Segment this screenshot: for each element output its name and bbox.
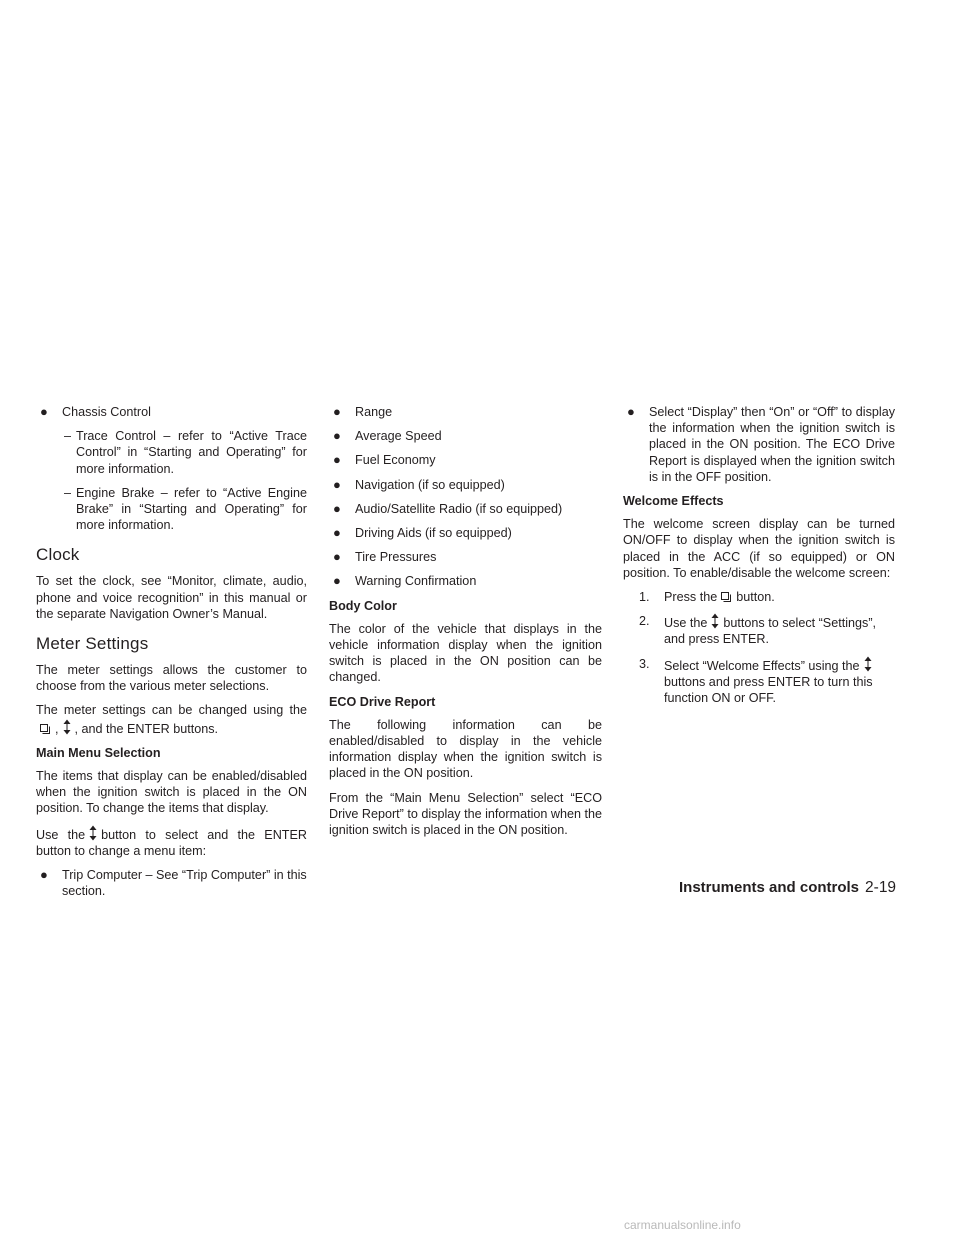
dash-mark: – xyxy=(64,429,72,444)
list-item xyxy=(329,525,602,541)
up-down-arrows-icon xyxy=(710,613,720,629)
list-item xyxy=(36,485,307,534)
bullet-dot-icon: ● xyxy=(333,476,341,492)
step-item: 2. Use the buttons to select “Settings”, and press ENTER. xyxy=(639,614,877,647)
list-item-label: Navigation (if so equipped) xyxy=(355,477,505,492)
display-option-text: Select “Display” then “On” or “Off” to display the information when the ignition switch is placed in the ON position. The ECO Drive Report is displayed when the ignition switch is in the OFF position. xyxy=(649,405,895,484)
list-item xyxy=(329,404,602,420)
list-item xyxy=(329,477,602,493)
list-item-label: Warning Confirmation xyxy=(355,574,477,589)
list-item-label: Average Speed xyxy=(355,429,442,444)
menu-button-icon xyxy=(39,723,52,735)
column-middle xyxy=(329,404,602,846)
bullet-dot-icon: ● xyxy=(627,404,635,419)
step-item: 3. Select “Welcome Effects” using the buttons and press ENTER to turn this function ON or OFF. xyxy=(639,656,873,706)
list-item xyxy=(329,573,602,589)
welcome-effects-heading: Welcome Effects xyxy=(623,494,724,509)
main-menu-text: The items that display can be enabled/disabled when the ignition switch is placed in the ON position. To change the items that display. xyxy=(36,769,307,816)
bullet-dot-icon: ● xyxy=(40,404,48,419)
list-item xyxy=(36,867,307,899)
list-item xyxy=(329,549,602,565)
menu-items-list xyxy=(329,404,602,590)
trace-control-text: Trace Control – refer to “Active Trace Control” in “Starting and Operating” for more information. xyxy=(76,429,307,476)
body-color-heading: Body Color xyxy=(329,598,397,613)
meter-settings-buttons-text: The meter settings can be changed using the , , and the ENTER buttons. xyxy=(36,703,307,736)
eco-drive-text: The following information can be enabled/disabled to display in the vehicle information display when the ignition switch is placed in the ON position. xyxy=(329,717,602,781)
up-down-arrows-icon xyxy=(88,825,98,841)
eco-drive-report-heading: ECO Drive Report xyxy=(329,694,436,709)
body-color-text: The color of the vehicle that displays in the vehicle information display when the ignition switch is placed in the ON position can be changed. xyxy=(329,621,602,685)
bullet-dot-icon: ● xyxy=(333,573,341,589)
section-title: Instruments and controls xyxy=(679,879,860,896)
list-item xyxy=(36,404,307,420)
dash-mark: – xyxy=(64,485,72,500)
column-right xyxy=(623,404,895,714)
trip-computer-text: Trip Computer – See “Trip Computer” in this section. xyxy=(62,868,307,899)
bullet-dot-icon: ● xyxy=(333,452,341,468)
column-left xyxy=(36,404,307,907)
list-item xyxy=(329,452,602,468)
menu-button-icon xyxy=(720,591,733,603)
list-item-label: Driving Aids (if so equipped) xyxy=(355,526,512,541)
step-item: 1. Press the button. xyxy=(639,590,775,605)
welcome-effects-text: The welcome screen display can be turned ON/OFF to display when the ignition switch is placed in the ACC (if so equipped) or ON position. To enable/disable the welcome screen: xyxy=(623,517,895,580)
main-menu-selection-heading: Main Menu Selection xyxy=(36,745,161,760)
chassis-control-label: Chassis Control xyxy=(62,405,151,419)
page-footer xyxy=(679,879,896,897)
bullet-dot-icon: ● xyxy=(333,525,341,541)
bullet-dot-icon: ● xyxy=(333,500,341,516)
bullet-dot-icon: ● xyxy=(40,867,48,883)
list-item xyxy=(623,404,895,485)
up-down-arrows-icon xyxy=(62,719,72,735)
watermark: carmanualsonline.info xyxy=(624,1218,741,1232)
meter-settings-heading: Meter Settings xyxy=(36,634,149,654)
bullet-dot-icon: ● xyxy=(333,404,341,419)
list-item-label: Range xyxy=(355,405,393,419)
list-item xyxy=(329,428,602,444)
list-item xyxy=(329,501,602,517)
eco-drive-select-text: From the “Main Menu Selection” select “ECO Drive Report” to display the information when the ignition switch is placed in the ON position. xyxy=(329,790,602,838)
list-item-label: Audio/Satellite Radio (if so equipped) xyxy=(355,501,563,516)
bullet-dot-icon: ● xyxy=(333,549,341,565)
up-down-arrows-icon xyxy=(863,656,873,672)
meter-settings-text: The meter settings allows the customer to choose from the various meter selections. xyxy=(36,663,307,694)
clock-heading: Clock xyxy=(36,545,80,565)
list-item-label: Fuel Economy xyxy=(355,453,436,468)
bullet-dot-icon: ● xyxy=(333,428,341,444)
page-number: 2-19 xyxy=(865,879,897,896)
clock-text: To set the clock, see “Monitor, climate, audio, phone and voice recognition” in this manual or the separate Navigation Owner’s Manual. xyxy=(36,574,307,621)
engine-brake-text: Engine Brake – refer to “Active Engine Brake” in “Starting and Operating” for more information. xyxy=(76,485,307,533)
list-item xyxy=(36,428,307,477)
list-item-label: Tire Pressures xyxy=(355,550,437,565)
use-button-text: Use the button to select and the ENTER button to change a menu item: xyxy=(36,825,307,859)
